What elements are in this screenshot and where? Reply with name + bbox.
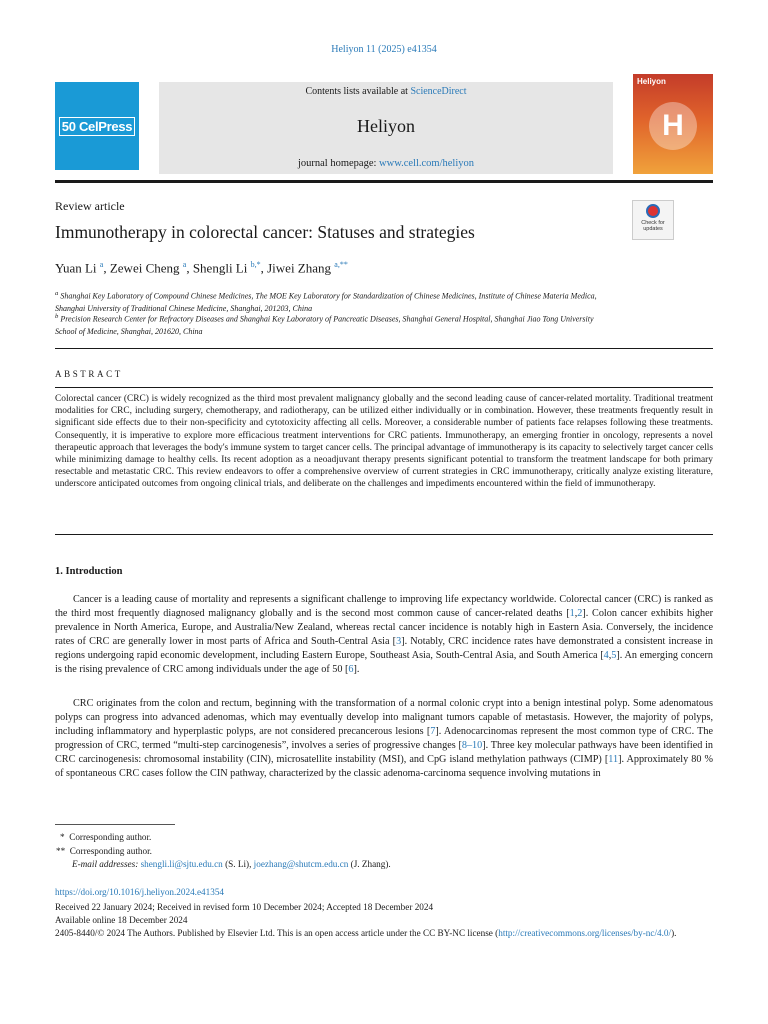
paragraph-text: ]. Colon cancer exhibits higher prevalence in North America, Europe, and Australia/New Zealand, whereas rectal cancer incidence is notably high in Eastern Asia. Conversely, the incidence rates of CRC are generally lower in most parts of Africa and South-Central Asia [ bbox=[55, 607, 713, 647]
paragraph-text: ]. bbox=[353, 663, 360, 675]
footnote-marker: ** bbox=[56, 846, 66, 856]
homepage-prefix: journal homepage: bbox=[297, 158, 380, 169]
license-suffix: ). bbox=[671, 928, 677, 938]
footnote-emails bbox=[72, 859, 391, 869]
paragraph-text: , bbox=[608, 649, 612, 661]
masthead bbox=[159, 82, 613, 174]
abstract-bottom-divider bbox=[55, 534, 713, 535]
journal-header bbox=[55, 78, 713, 176]
paragraph-text: , bbox=[574, 607, 578, 619]
journal-cover-image[interactable] bbox=[633, 74, 713, 174]
cellpress-logo[interactable] bbox=[55, 82, 139, 170]
abstract-top-divider bbox=[55, 348, 713, 349]
available-online-date: Available online 18 December 2024 bbox=[55, 915, 188, 925]
abstract-text: Colorectal cancer (CRC) is widely recognized as the third most prevalent malignancy globally and the second leading cause of cancer-related mortality. Traditional treatment modalities for CRC, including surgery, chemotherapy, and radiotherapy, can be utilized either individually or in combination. However, these treatments frequently result in significant side effects due to their non-specificity and cytotoxicity affecting all cells. Moreover, a considerable number of patients face relapses following these treatments. Consequently, it is imperative to explore more efficacious treatment interventions for CRC patients. Immunotherapy, an emerging frontier in oncology, represents a novel therapeutic approach that leverages the body's immune system to target cancer cells. The principal advantage of immunotherapy is its capacity to selectively target cancer cells while minimizing damage to healthy cells. Its recent adoption as a neoadjuvant therapy presents significant potential to transform the treatment landscape for both primary resectable and metastatic CRC. This review endeavors to offer a comprehensive overview of current strategies in CRC immunotherapy, critically analyze existing literature, underscore anticipated outcomes from ongoing clinical trials, and deliberate on the challenges and impediments encountered within the field of immunotherapy. bbox=[55, 394, 713, 490]
paragraph-text: Cancer is a leading cause of mortality and represents a significant challenge to improving life expectancy worldwide. Colorectal cancer (CRC) is ranked as the third most frequently diagnosed malignancy globally and is the second most common cause of cancer-related deaths [ bbox=[55, 594, 713, 619]
paragraph-text: ]. Three key molecular pathways have been identified in CRC carcinogenesis: chromosomal instability (CIN), microsatellite instability (MSI), and CpG island methylation pathways (CIMP) [ bbox=[55, 739, 713, 765]
journal-citation[interactable]: Heliyon 11 (2025) e41354 bbox=[331, 44, 437, 55]
author-affiliation-marker[interactable]: a,** bbox=[334, 260, 348, 269]
email-link-shengli-li[interactable]: shengli.li@sjtu.edu.cn bbox=[140, 859, 223, 869]
homepage-line bbox=[159, 158, 613, 169]
reference-link[interactable]: 2 bbox=[577, 607, 583, 619]
footnote-corresponding-2 bbox=[56, 846, 152, 856]
footnote-text: Corresponding author. bbox=[69, 832, 152, 842]
footnote-corresponding-1 bbox=[60, 832, 151, 842]
reference-link[interactable]: 7 bbox=[430, 725, 436, 737]
cover-logo-icon: H bbox=[649, 102, 697, 150]
email1-owner: (S. Li), bbox=[222, 859, 254, 869]
header-divider bbox=[55, 180, 713, 183]
license-statement bbox=[55, 927, 713, 939]
received-dates: Received 22 January 2024; Received in revised form 10 December 2024; Accepted 18 December 2024 bbox=[55, 902, 434, 912]
author-affiliation-marker[interactable]: a bbox=[182, 260, 187, 269]
intro-paragraph-1 bbox=[55, 593, 713, 676]
sciencedirect-link[interactable]: ScienceDirect bbox=[410, 86, 467, 97]
license-prefix: 2405-8440/© 2024 The Authors. Published by Elsevier Ltd. This is an open access article under the CC BY-NC license ( bbox=[55, 928, 499, 938]
journal-title: Heliyon bbox=[357, 116, 415, 136]
check-badge-line1: Check for bbox=[641, 220, 665, 226]
section-heading-introduction: 1. Introduction bbox=[55, 566, 123, 577]
reference-link[interactable]: 8–10 bbox=[461, 739, 483, 751]
paragraph-text: CRC originates from the colon and rectum, beginning with the transformation of a normal colonic crypt into a benign intestinal polyp. Some adenomatous polyps can progress into advanced adenomas, which may eventually develop into malignant tumors capable of metastasis. However, the majority of polyps, including inflammatory and hyperplastic polyps, are not considered precancerous lesions [ bbox=[55, 698, 713, 737]
check-for-updates-icon bbox=[646, 204, 660, 218]
footnote-divider bbox=[55, 824, 175, 825]
paragraph-text: ]. Notably, CRC incidence rates have demonstrated a consistent increase in regions undergoing rapid economic development, including Eastern Europe, Southeast Asia, South-Central Asia, and South America [ bbox=[55, 635, 714, 661]
email-label: E-mail addresses: bbox=[72, 859, 139, 869]
author-name[interactable]: Jiwei Zhang bbox=[267, 260, 332, 276]
cellpress-logo-text: 50 CelPress bbox=[59, 117, 135, 136]
contents-prefix: Contents lists available at bbox=[305, 86, 411, 97]
abstract-heading-divider bbox=[55, 387, 713, 388]
author-name[interactable]: Yuan Li bbox=[55, 260, 97, 276]
article-type: Review article bbox=[55, 199, 125, 213]
reference-link[interactable]: 1 bbox=[569, 607, 575, 619]
paragraph-text: ]. An emerging concern is the rising prevalence of CRC among individuals under the age of 50 [ bbox=[55, 649, 713, 675]
footnote-marker: * bbox=[60, 832, 65, 842]
author-affiliation-marker[interactable]: b,* bbox=[250, 260, 261, 269]
check-for-updates-button[interactable] bbox=[632, 200, 674, 240]
intro-paragraph-2 bbox=[55, 697, 713, 780]
affiliation-a: $^a$ Shanghai Key Laboratory of Compound Chinese Medicines, The MOE Key Laboratory for Standardization of Chinese Medicines, Institute of Chinese Materia Medica, Shanghai University of Traditional Chinese Medicine, Shanghai, 201203, China bbox=[55, 290, 597, 313]
check-badge-line2: updates bbox=[643, 226, 663, 232]
footnote-text: Corresponding author. bbox=[69, 846, 152, 856]
abstract-heading: ABSTRACT bbox=[55, 369, 123, 379]
reference-link[interactable]: 11 bbox=[608, 753, 619, 765]
affiliation-b: $^b$ Precision Research Center for Refractory Diseases and Shanghai Key Laboratory of Pancreatic Diseases, Shanghai General Hospital, Shanghai Jiao Tong University School of Medicine, Shanghai, 201620, China bbox=[55, 313, 594, 336]
reference-link[interactable]: 4 bbox=[603, 649, 609, 661]
author-list: Yuan Li $^a$, Zewei Cheng $^a$, Shengli Li $^{b,*}$, Jiwei Zhang $^{a,**}$ bbox=[55, 260, 348, 276]
article-title: Immunotherapy in colorectal cancer: Statuses and strategies bbox=[55, 222, 475, 242]
reference-link[interactable]: 5 bbox=[611, 649, 617, 661]
license-link[interactable]: http://creativecommons.org/licenses/by-nc/4.0/ bbox=[498, 928, 672, 938]
affiliation-a-text: Shanghai Key Laboratory of Compound Chinese Medicines, The MOE Key Laboratory for Standardization of Chinese Medicines, Institute of Chinese Materia Medica, Shanghai University of Traditional Chinese Medicine, Shanghai, 201203, China bbox=[55, 291, 597, 313]
author-name[interactable]: Zewei Cheng bbox=[109, 260, 180, 276]
reference-link[interactable]: 3 bbox=[396, 635, 402, 647]
author-name[interactable]: Shengli Li bbox=[192, 260, 248, 276]
author-affiliation-marker[interactable]: a bbox=[99, 260, 104, 269]
contents-line bbox=[159, 86, 613, 97]
email2-owner: (J. Zhang). bbox=[348, 859, 391, 869]
paragraph-text: ]. Adenocarcinomas represent the most common type of CRC. The progression of CRC, termed “multi-step carcinogenesis”, involves a series of progressive changes [ bbox=[55, 725, 714, 751]
doi-link[interactable]: https://doi.org/10.1016/j.heliyon.2024.e41354 bbox=[55, 887, 225, 897]
journal-homepage-link[interactable]: www.cell.com/heliyon bbox=[379, 158, 475, 169]
affiliation-b-text: Precision Research Center for Refractory Diseases and Shanghai Key Laboratory of Pancreatic Diseases, Shanghai General Hospital, Shanghai Jiao Tong University School of Medicine, Shanghai, 201620, China bbox=[55, 314, 594, 336]
email-link-joe-zhang[interactable]: joezhang@shutcm.edu.cn bbox=[253, 859, 349, 869]
cover-title: Heliyon bbox=[637, 77, 666, 86]
paragraph-text: ]. Approximately 80 % of spontaneous CRC cases follow the CIN pathway, characterized by the classic adenoma-carcinoma sequence involving mutations in bbox=[55, 753, 713, 779]
reference-link[interactable]: 6 bbox=[348, 663, 354, 675]
